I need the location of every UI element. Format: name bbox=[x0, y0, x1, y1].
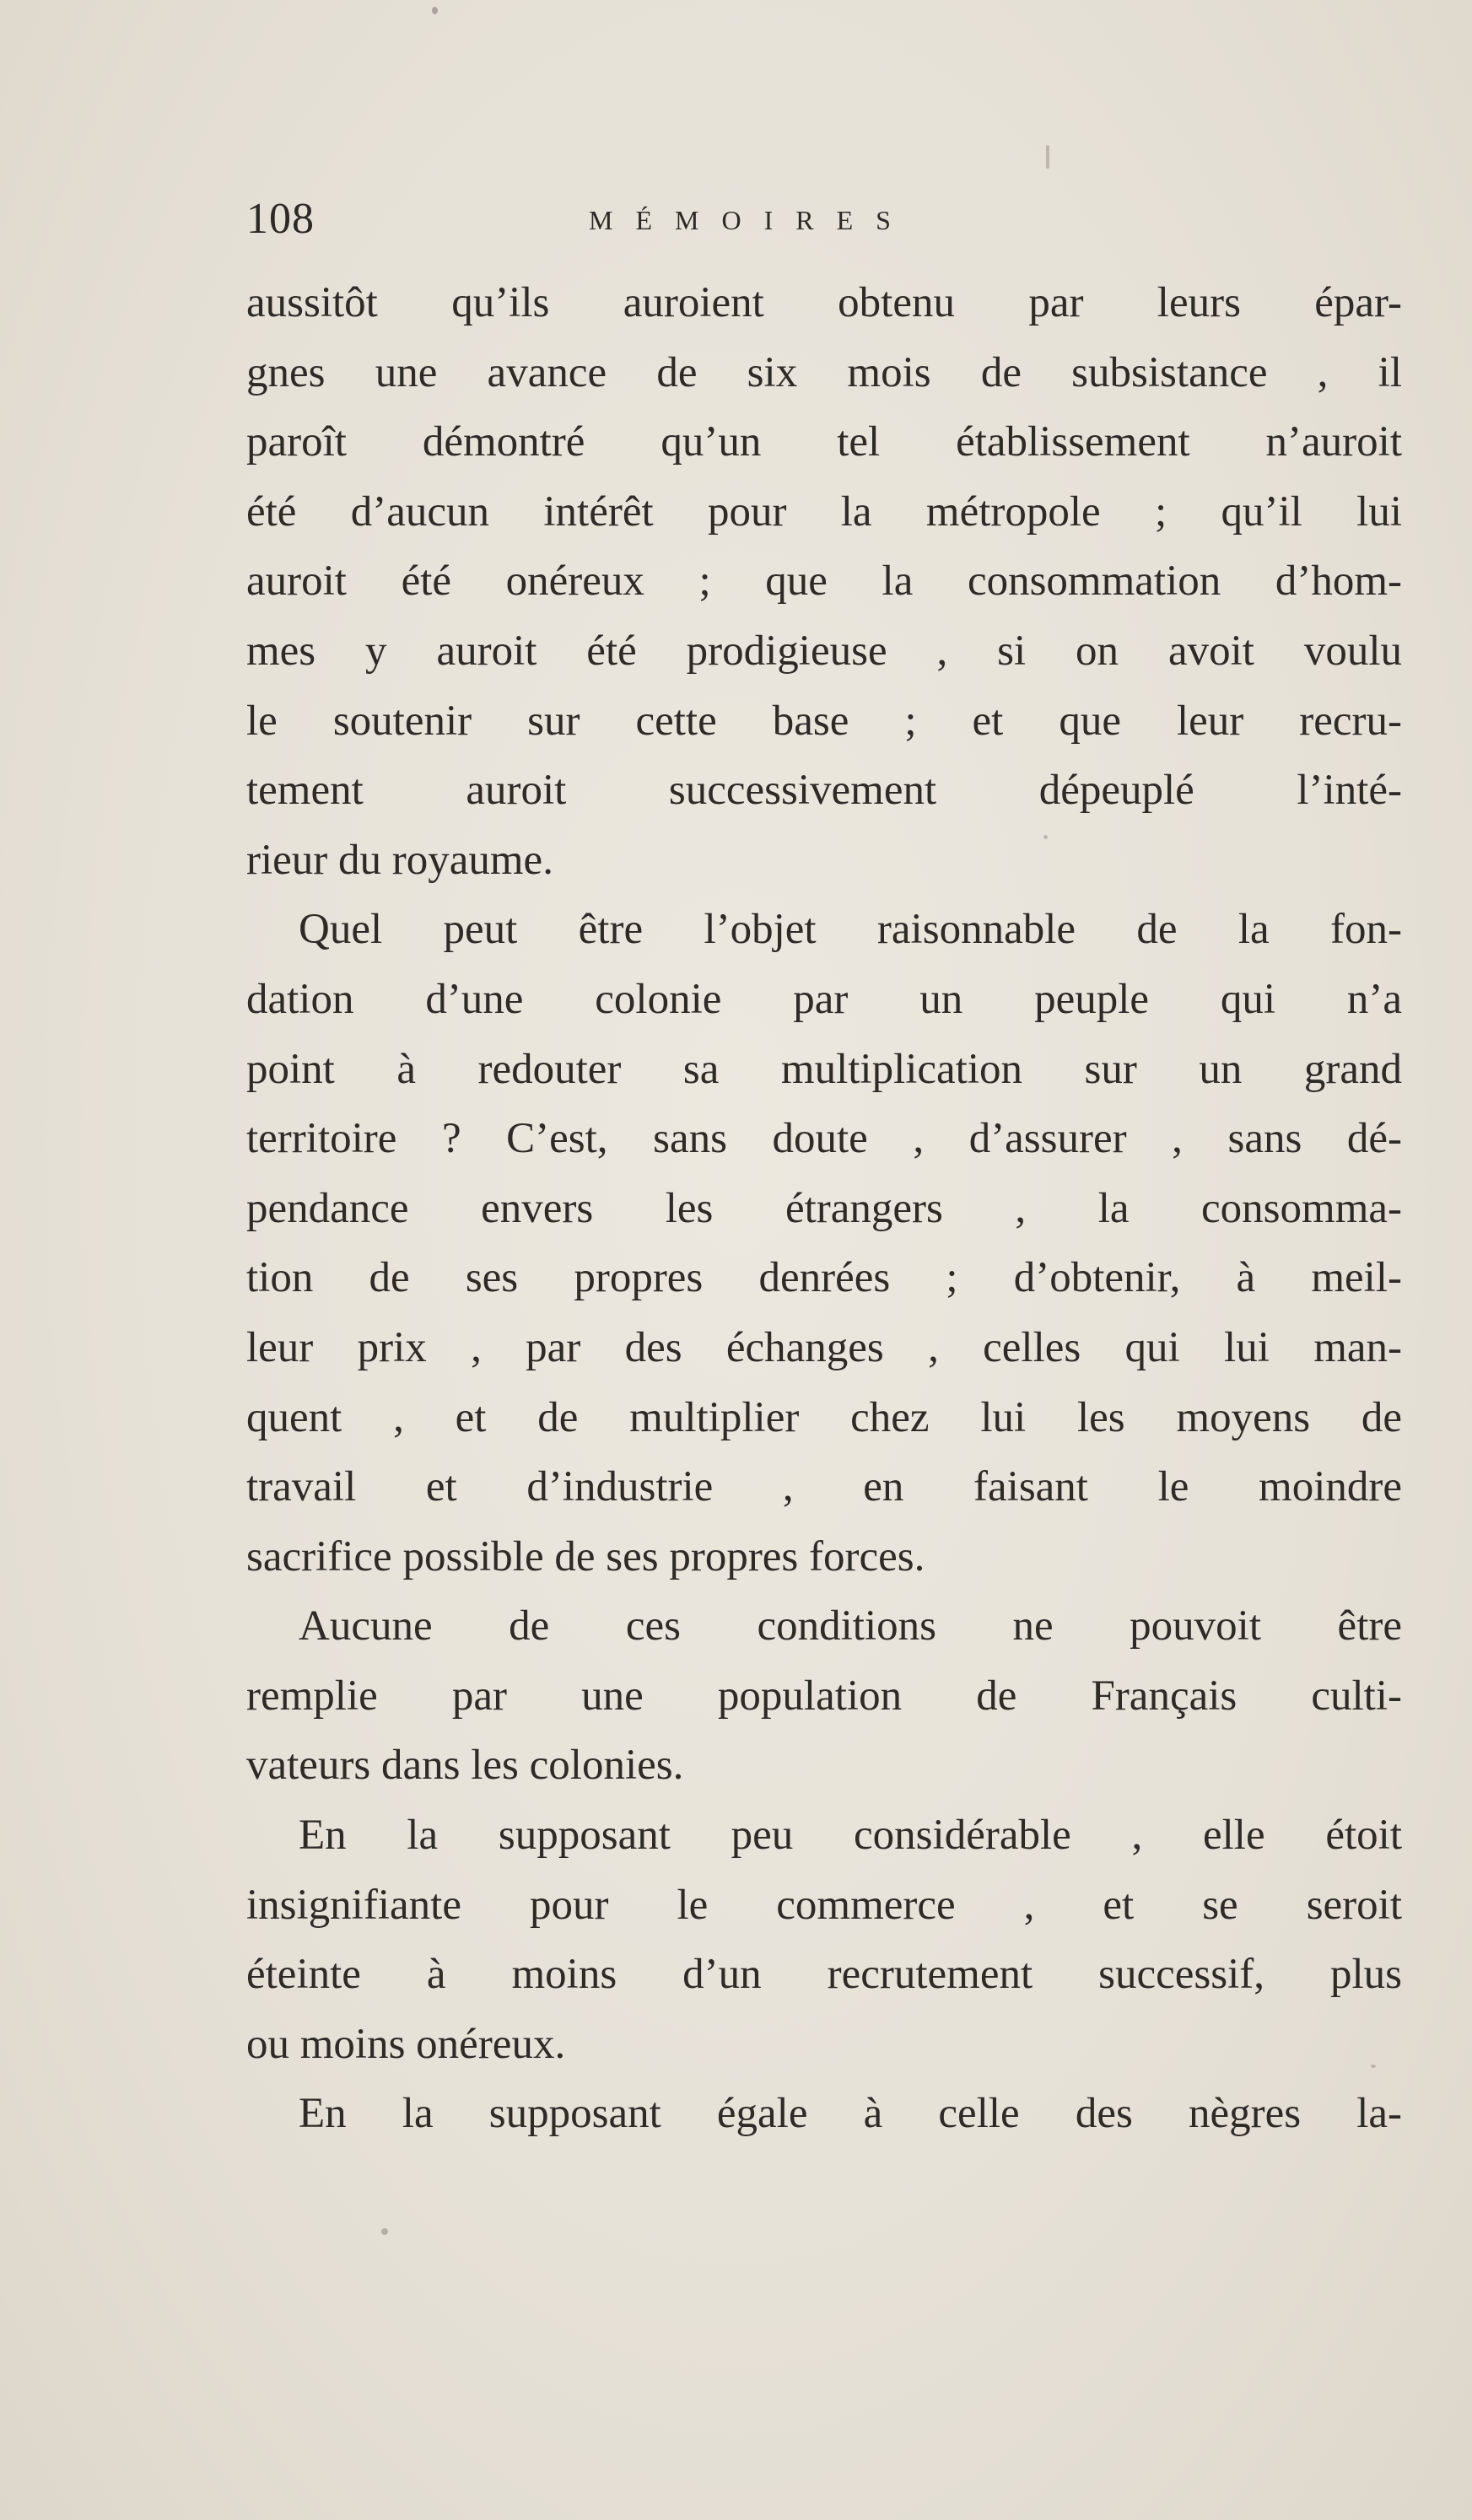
text-line: tion de ses propres denrées ; d’obtenir, à meil- bbox=[246, 1254, 1402, 1302]
text-line: tement auroit successivement dépeuplé l’inté- bbox=[246, 767, 1402, 815]
text-line: leur prix , par des échanges , celles qui lui man- bbox=[246, 1323, 1402, 1371]
text-line: mes y auroit été prodigieuse , si on avoit voulu bbox=[246, 627, 1402, 675]
paragraph-end-line: sacrifice possible de ses propres forces. bbox=[246, 1532, 925, 1580]
text-line: travail et d’industrie , en faisant le moindre bbox=[246, 1463, 1402, 1511]
paper-speck bbox=[1046, 145, 1049, 169]
paper-speck bbox=[1371, 2065, 1376, 2068]
running-head: MÉMOIRES bbox=[589, 205, 914, 235]
text-line: aussitôt qu’ils auroient obtenu par leurs épar- bbox=[246, 279, 1402, 326]
paragraph-start-line: Quel peut être l’objet raisonnable de la fon- bbox=[299, 906, 1402, 954]
page-number: 108 bbox=[246, 195, 315, 243]
paragraph-end-line: ou moins onéreux. bbox=[246, 2020, 566, 2068]
paragraph-start-line: En la supposant égale à celle des nègres la- bbox=[299, 2090, 1402, 2138]
paper-speck bbox=[1043, 835, 1048, 839]
paragraph-start-line: Aucune de ces conditions ne pouvoit être bbox=[299, 1602, 1402, 1650]
paragraph-end-line: vateurs dans les colonies. bbox=[246, 1742, 684, 1790]
text-line: le soutenir sur cette base ; et que leur recru- bbox=[246, 697, 1402, 745]
text-line: remplie par une population de Français culti- bbox=[246, 1672, 1402, 1720]
text-line: éteinte à moins d’un recrutement successif, plus bbox=[246, 1951, 1402, 1999]
text-line: gnes une avance de six mois de subsistance , il bbox=[246, 348, 1402, 396]
paper-speck bbox=[432, 7, 438, 14]
text-line: quent , et de multiplier chez lui les moyens de bbox=[246, 1393, 1402, 1441]
text-line: pendance envers les étrangers , la consomma- bbox=[246, 1184, 1402, 1232]
page-header bbox=[246, 186, 1419, 253]
text-line: été d’aucun intérêt pour la métropole ; qu’il lui bbox=[246, 487, 1402, 536]
text-line: insignifiante pour le commerce , et se seroit bbox=[246, 1881, 1402, 1929]
text-line: point à redouter sa multiplication sur un grand bbox=[246, 1045, 1402, 1093]
paragraph-start-line: En la supposant peu considérable , elle étoit bbox=[299, 1812, 1402, 1860]
text-line: dation d’une colonie par un peuple qui n’a bbox=[246, 975, 1402, 1023]
text-line: paroît démontré qu’un tel établissement n’auroit bbox=[246, 418, 1402, 466]
paper-speck bbox=[381, 2228, 388, 2235]
body-text bbox=[246, 268, 1402, 2149]
text-line: territoire ? C’est, sans doute , d’assurer , sans dé- bbox=[246, 1115, 1402, 1163]
text-line: auroit été onéreux ; que la consommation d’hom- bbox=[246, 557, 1402, 606]
paragraph-end-line: rieur du royaume. bbox=[246, 836, 553, 884]
